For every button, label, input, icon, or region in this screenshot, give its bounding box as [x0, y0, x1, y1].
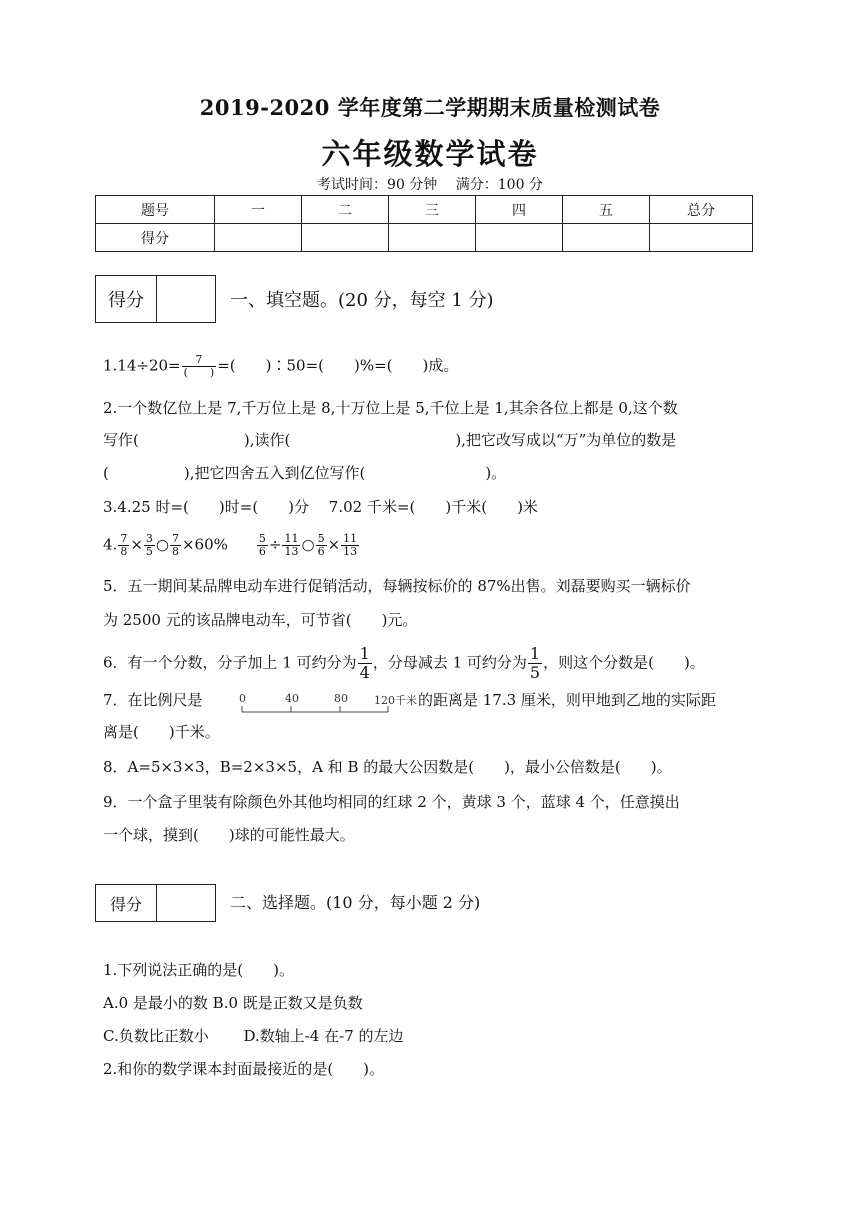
q4-times-sign: × [327, 535, 341, 554]
question-2-line-1: 2.一个数亿位上是 7,千万位上是 8,十万位上是 5,千位上是 1,其余各位上都是 0,这个数 [103, 399, 678, 417]
section2-score-box [95, 884, 216, 922]
q6-frac-numerator: 1 [359, 644, 370, 663]
q6-frac-denominator: 5 [529, 663, 541, 682]
q4-frac-numerator: 11 [284, 532, 299, 545]
scale-tick-label: 80 [334, 692, 348, 705]
header-cell: 四 [476, 196, 563, 224]
header-cell: 题号 [96, 196, 215, 224]
q4-frac-numerator: 3 [145, 532, 153, 545]
q4-frac-numerator: 5 [317, 532, 325, 545]
question-4 [103, 533, 360, 558]
question-7-line-1-before: 7．在比例尺是 [103, 691, 203, 709]
header-cell: 五 [563, 196, 650, 224]
question-6 [103, 645, 705, 682]
q1-fraction [182, 354, 217, 379]
q6-frac-denominator: 4 [359, 663, 370, 682]
question-5-line-1: 5．五一期间某品牌电动车进行促销活动，每辆按标价的 87%出售。刘磊要购买一辆标价 [103, 577, 691, 595]
q6-text-before: 6．有一个分数，分子加上 1 可约分为 [103, 653, 357, 672]
question-2-line-3: ( ),把它四舍五入到亿位写作( )。 [103, 464, 507, 482]
question-1 [103, 354, 458, 379]
q4-percent-term: ×60% [181, 535, 228, 554]
question-2-line-2: 写作( ),读作( ),把它改写成以“万”为单位的数是 [103, 431, 677, 449]
q4-fraction [341, 533, 359, 558]
q4-frac-numerator: 11 [343, 532, 358, 545]
section1-score-box [95, 275, 216, 323]
q4-frac-denominator: 13 [284, 545, 299, 558]
q4-fraction [282, 533, 300, 558]
q4-fraction [170, 533, 181, 558]
section1-score-blank[interactable] [157, 276, 215, 322]
question-3: 3.4.25 时=( )时=( )分 7.02 千米=( )千米( )米 [103, 498, 538, 516]
q1-text-before: 1.14÷20= [103, 356, 181, 375]
score-cell[interactable] [563, 224, 650, 252]
q4-frac-numerator: 7 [171, 532, 179, 545]
q6-frac-numerator: 1 [529, 644, 541, 663]
exam-info: 考试时间：90 分钟 满分：100 分 [317, 177, 543, 193]
header-cell: 三 [389, 196, 476, 224]
q4-frac-denominator: 13 [343, 545, 358, 558]
scale-bar [238, 692, 418, 716]
section1-score-label: 得分 [96, 276, 157, 322]
score-cell[interactable] [302, 224, 389, 252]
header-cell: 总分 [650, 196, 753, 224]
q4-frac-denominator: 8 [171, 545, 179, 558]
scale-tick-label: 120千米 [374, 694, 417, 707]
score-table-score-row [96, 224, 753, 252]
question-7-line-2: 离是( )千米。 [103, 723, 220, 741]
section2-score-blank[interactable] [157, 885, 215, 921]
exam-subtitle: 六年级数学试卷 [321, 137, 539, 171]
q4-frac-denominator: 5 [145, 545, 153, 558]
q4-prefix: 4. [103, 535, 118, 554]
compare-circle[interactable]: ○ [155, 535, 169, 554]
score-cell[interactable] [650, 224, 753, 252]
q4-times-sign: × [130, 535, 143, 554]
q6-text-after: ，则这个分数是( )。 [543, 653, 705, 672]
section2-line: 1.下列说法正确的是( )。 [103, 961, 295, 979]
section2-line: 2.和你的数学课本封面最接近的是( )。 [103, 1060, 385, 1078]
question-9-line-1: 9．一个盒子里装有除颜色外其他均相同的红球 2 个，黄球 3 个，蓝球 4 个，任意摸出 [103, 793, 680, 811]
header-cell: 二 [302, 196, 389, 224]
compare-circle[interactable]: ○ [301, 535, 315, 554]
q4-frac-numerator: 7 [120, 532, 128, 545]
question-8: 8．A=5×3×3，B=2×3×5，A 和 B 的最大公因数是( )，最小公倍数是( )。 [103, 758, 672, 776]
q6-fraction-b [528, 645, 542, 682]
score-table-header-row [96, 196, 753, 224]
q1-frac-numerator: 7 [182, 354, 217, 367]
q4-frac-numerator: 5 [258, 532, 266, 545]
q4-fraction [257, 533, 268, 558]
q4-frac-denominator: 8 [120, 545, 128, 558]
q4-fraction [144, 533, 155, 558]
score-cell[interactable] [389, 224, 476, 252]
score-cell[interactable] [215, 224, 302, 252]
q1-text-after: =( )∶50=( )%=( )成。 [217, 356, 459, 375]
q1-frac-denominator: ( ) [183, 366, 215, 379]
q6-text-middle: ，分母减去 1 可约分为 [372, 653, 527, 672]
section2-line: A.0 是最小的数 B.0 既是正数又是负数 [103, 994, 363, 1012]
q6-fraction-a [358, 645, 372, 682]
section1-heading: 一、填空题。(20 分，每空 1 分) [230, 290, 494, 311]
section2-line: C.负数比正数小 D.数轴上-4 在-7 的左边 [103, 1027, 404, 1045]
question-7-line-1-after: 的距离是 17.3 厘米，则甲地到乙地的实际距 [418, 691, 716, 709]
scale-tick-label: 40 [285, 692, 299, 705]
score-label-cell: 得分 [96, 224, 215, 252]
section2-heading: 二、选择题。(10 分，每小题 2 分) [230, 893, 481, 912]
exam-title: 2019-2020 学年度第二学期期末质量检测试卷 [199, 95, 661, 120]
question-9-line-2: 一个球，摸到( )球的可能性最大。 [103, 826, 355, 844]
section2-score-label: 得分 [96, 885, 157, 921]
q4-frac-denominator: 6 [258, 545, 266, 558]
question-5-line-2: 为 2500 元的该品牌电动车，可节省( )元。 [103, 611, 418, 629]
q4-frac-denominator: 6 [317, 545, 325, 558]
score-cell[interactable] [476, 224, 563, 252]
q4-divide-sign: ÷ [268, 535, 282, 554]
q4-fraction [316, 533, 327, 558]
header-cell: 一 [215, 196, 302, 224]
scale-tick-label: 0 [239, 692, 246, 705]
score-table [95, 195, 753, 252]
q4-fraction [118, 533, 129, 558]
